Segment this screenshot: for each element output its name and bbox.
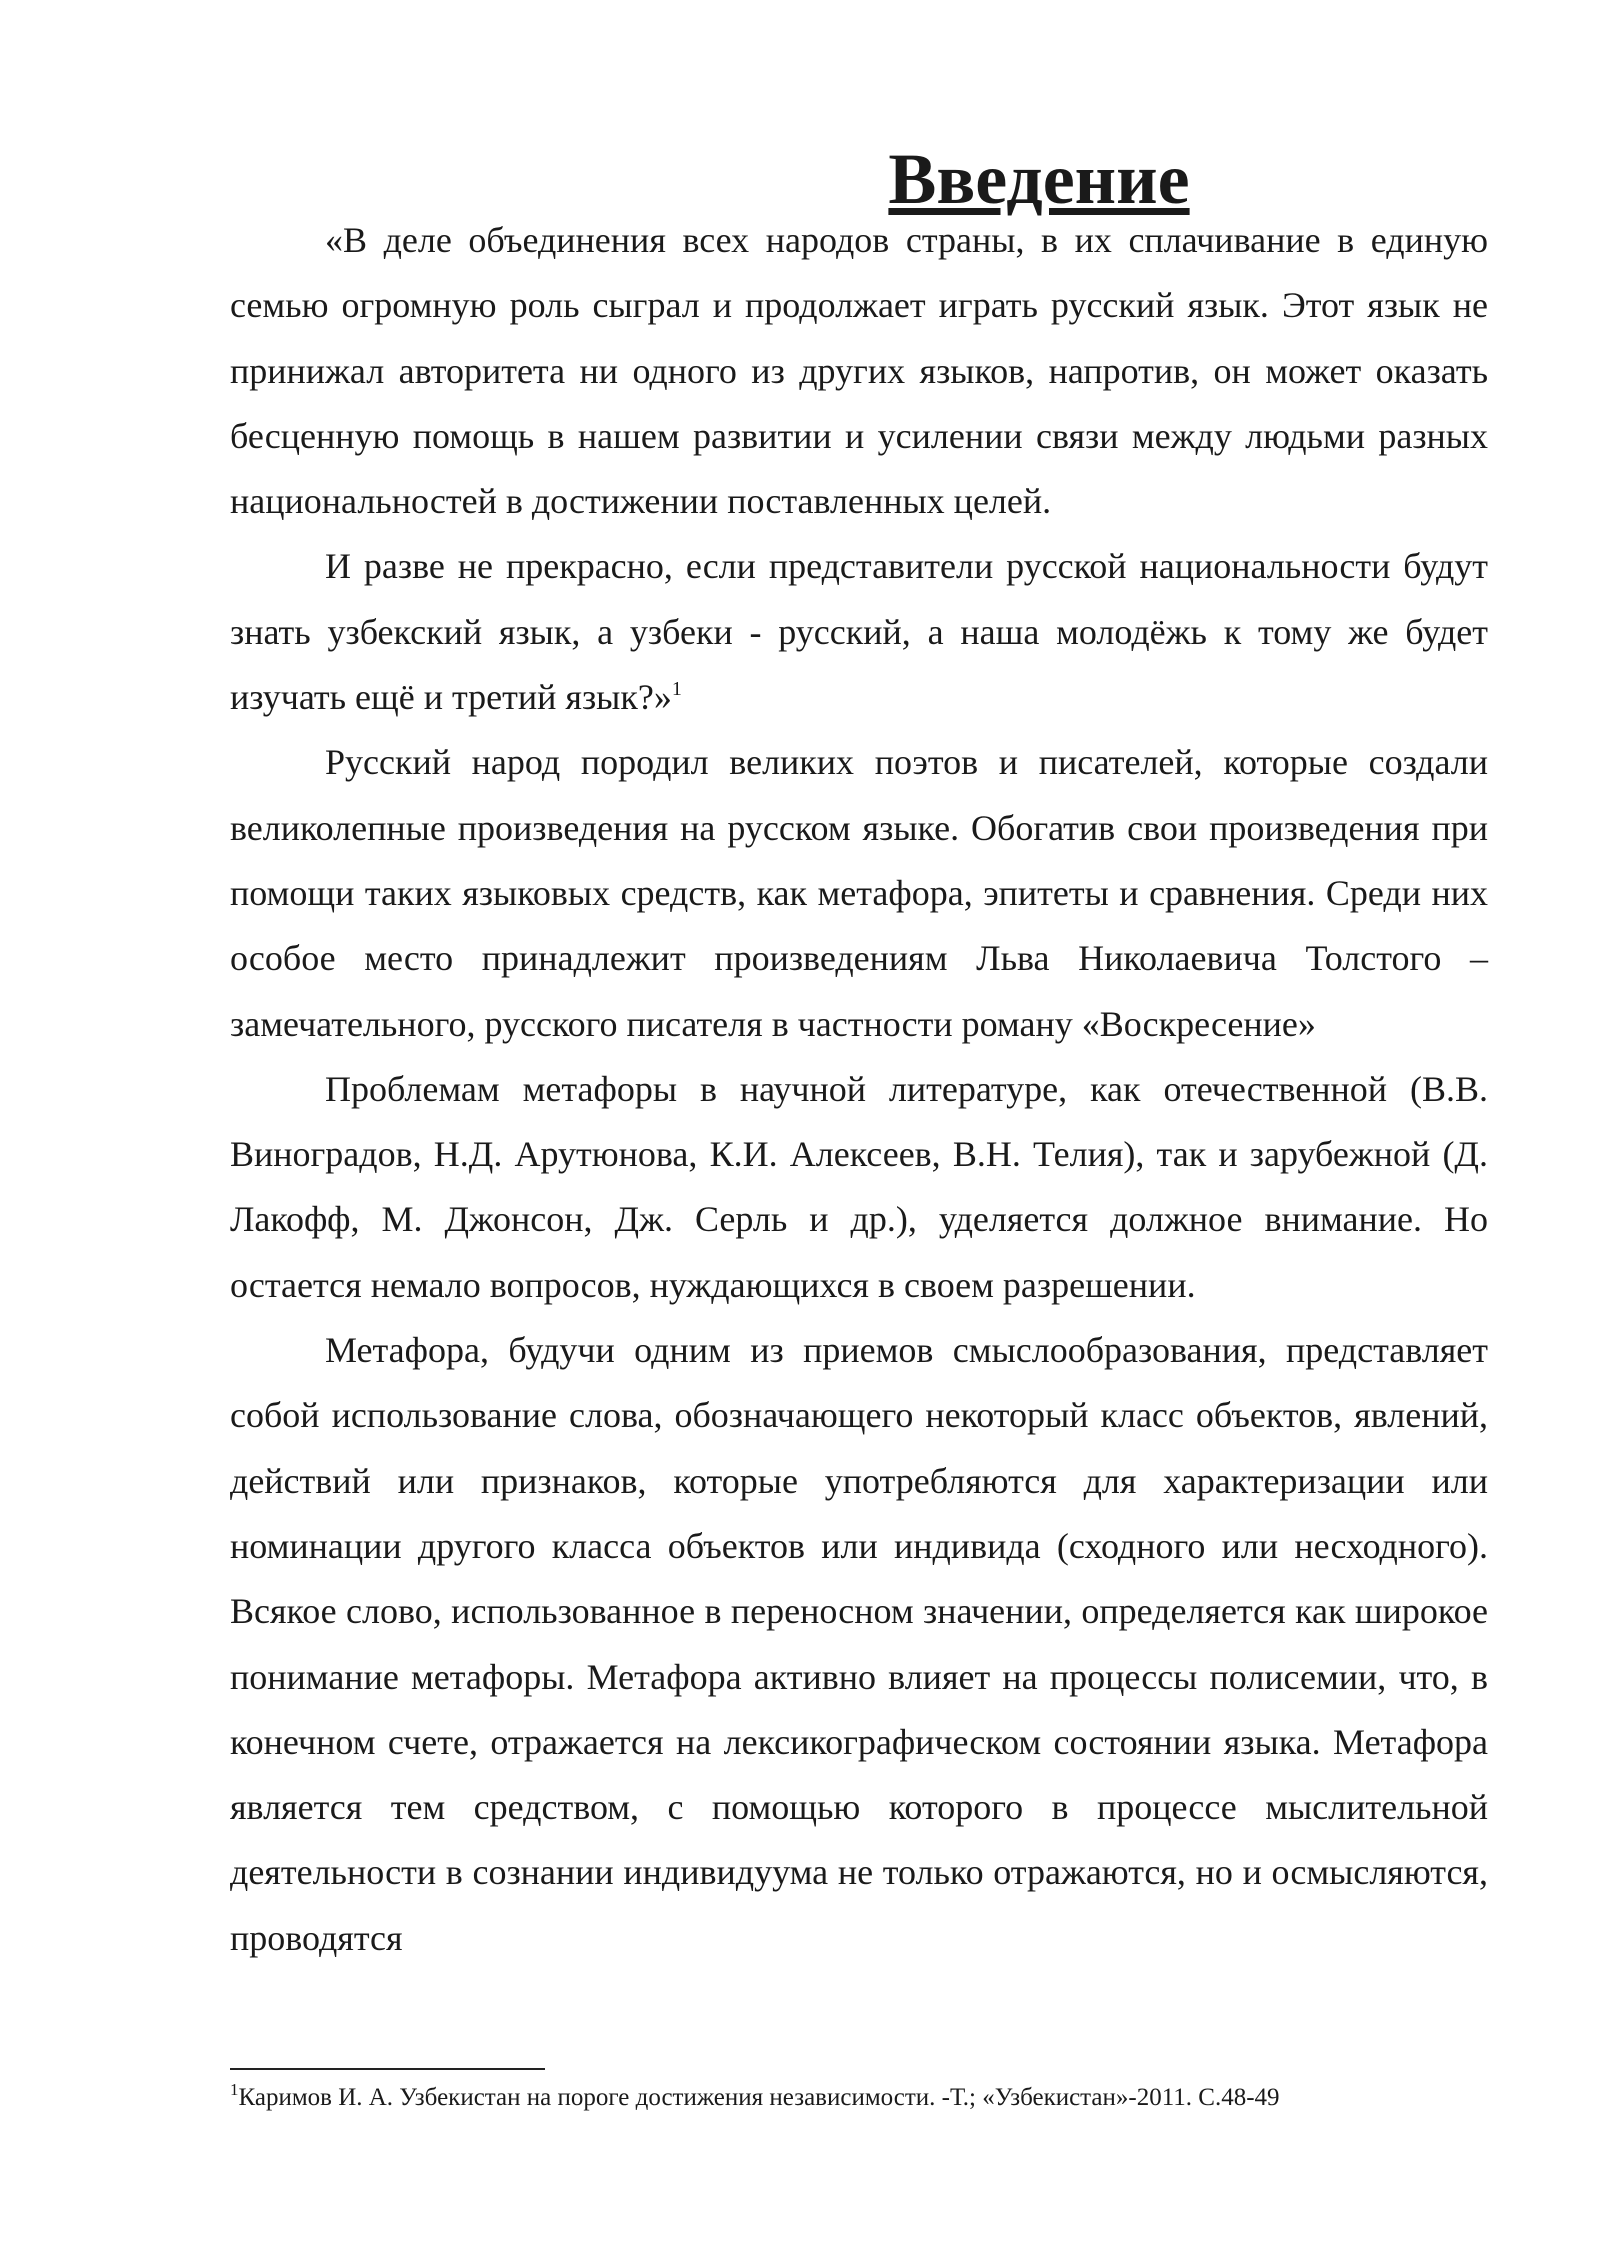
footnote	[230, 2082, 1488, 2114]
paragraph-5	[230, 1318, 1488, 1971]
footnote-reference[interactable]: 1	[671, 678, 682, 701]
paragraph-1	[230, 208, 1488, 534]
footnote-mark: 1	[230, 2080, 239, 2099]
paragraph-4	[230, 1057, 1488, 1318]
paragraph-3	[230, 730, 1488, 1056]
paragraph-3-text: Русский народ породил великих поэтов и писателей, которые создали великолепные произведения на русском языке. Обогатив свои произведения при помощи таких языковых средств, как метафора, эпитеты и сравнения. Среди них особое место принадлежит произведениям Льва Николаевича Толстого – замечательного, русского писателя в частности роману «Воскресение»	[230, 742, 1488, 1044]
paragraph-1-text: «В деле объединения всех народов страны, в их сплачивание в единую семью огромную роль сыграл и продолжает играть русский язык. Этот язык не принижал авторитета ни одного из других языков, напротив, он может оказать бесценную помощь в нашем развитии и усилении связи между людьми разных национальностей в достижении поставленных целей.	[230, 220, 1488, 522]
footnote-text: Каримов И. А. Узбекистан на пороге достижения независимости. -Т.; «Узбекистан»-2011. С.48-49	[238, 2084, 1280, 2111]
document-body	[230, 139, 1488, 1971]
footnote-divider	[230, 2068, 545, 2070]
paragraph-4-text: Проблемам метафоры в научной литературе, как отечественной (В.В. Виноградов, Н.Д. Арутюнова, К.И. Алексеев, В.Н. Телия), так и зарубежной (Д. Лакофф, М. Джонсон, Дж. Серль и др.), уделяется должное внимание. Но остается немало вопросов, нуждающихся в своем разрешении.	[230, 1068, 1488, 1305]
page-title: Введение	[888, 139, 1190, 219]
paragraph-5-text: Метафора, будучи одним из приемов смыслообразования, представляет собой использование слова, обозначающего некоторый класс объектов, явлений, действий или признаков, которые употребляются для характеризации или номинации другого класса объектов или индивида (сходного или несходного). Всякое слово, использованное в переносном значении, определяется как широкое понимание метафоры. Метафора активно влияет на процессы полисемии, что, в конечном счете, отражается на лексикографическом состоянии языка. Метафора является тем средством, с помощью которого в процессе мыслительной деятельности в сознании индивидуума не только отражаются, но и осмысляются, проводятся	[230, 1330, 1488, 1958]
paragraph-2	[230, 534, 1488, 730]
paragraph-2-text: И разве не прекрасно, если представители русской национальности будут знать узбекский язык, а узбеки - русский, а наша молодёжь к тому же будет изучать ещё и третий язык?»	[230, 546, 1488, 718]
